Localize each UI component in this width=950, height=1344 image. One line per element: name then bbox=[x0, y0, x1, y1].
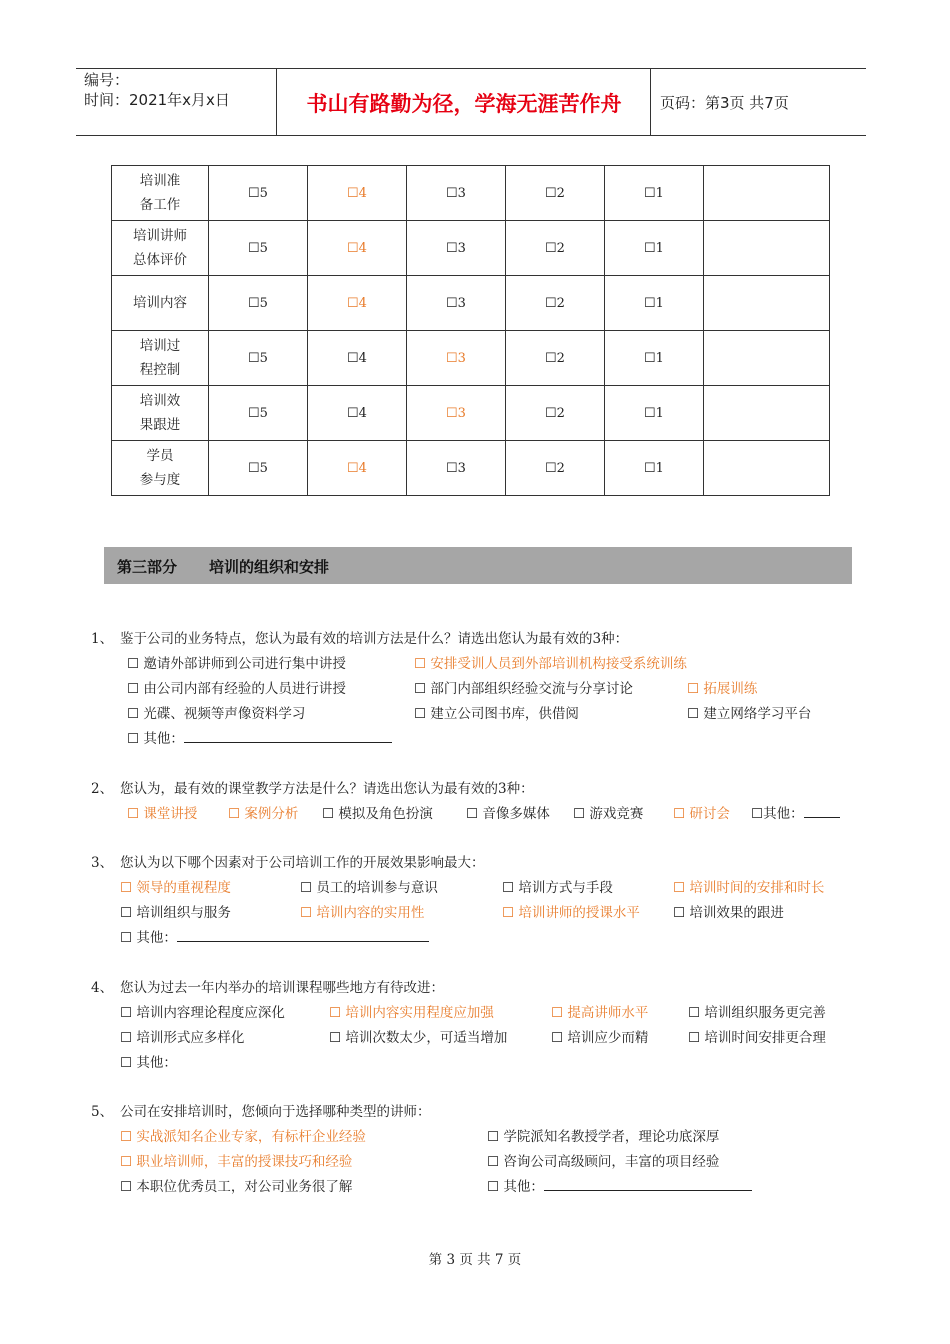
q4-option[interactable]: ☐ 培训组织服务更完善 bbox=[688, 1005, 826, 1021]
header-divider bbox=[276, 68, 277, 136]
rating-option[interactable]: ☐5 bbox=[209, 386, 308, 441]
q1-option-other[interactable] bbox=[127, 727, 392, 747]
q2-option-selected[interactable]: ☐ 课堂讲授 bbox=[127, 806, 198, 822]
q5-other-label: ☐ 其他： bbox=[487, 1179, 544, 1195]
header-bottom-rule bbox=[76, 135, 866, 136]
q4-option-selected[interactable]: ☐ 培训内容实用程度应加强 bbox=[329, 1005, 494, 1021]
section-title: 培训的组织和安排 bbox=[209, 558, 330, 576]
q4-option[interactable]: ☐ 培训应少而精 bbox=[551, 1030, 649, 1046]
page-footer: 第 3 页 共 7 页 bbox=[428, 1252, 522, 1268]
q3-option-selected[interactable]: ☐ 培训时间的安排和时长 bbox=[673, 880, 825, 896]
rating-row bbox=[112, 221, 830, 276]
rating-option[interactable]: ☐2 bbox=[506, 331, 605, 386]
rating-comment-cell[interactable] bbox=[704, 276, 830, 331]
q1-other-blank[interactable] bbox=[184, 730, 392, 743]
q3-number: 3、 bbox=[91, 855, 114, 871]
header-top-rule bbox=[76, 68, 866, 69]
rating-comment-cell[interactable] bbox=[704, 221, 830, 276]
q2-other-label: ☐其他： bbox=[751, 806, 804, 822]
q3-text: 您认为以下哪个因素对于公司培训工作的开展效果影响最大： bbox=[120, 855, 485, 871]
rating-option-selected[interactable]: ☐3 bbox=[407, 331, 506, 386]
motto: 书山有路勤为径，学海无涯苦作舟 bbox=[306, 91, 622, 116]
rating-row-label bbox=[112, 166, 209, 221]
rating-option[interactable]: ☐5 bbox=[209, 441, 308, 496]
rating-row-label bbox=[112, 386, 209, 441]
q2-other-blank[interactable] bbox=[804, 805, 840, 818]
time-label: 时间：2021年x月x日 bbox=[84, 91, 230, 109]
rating-row-label bbox=[112, 441, 209, 496]
rating-label-line: 培训准 bbox=[139, 173, 181, 189]
q4-option[interactable]: ☐ 培训内容理论程度应深化 bbox=[120, 1005, 285, 1021]
q2-option[interactable]: ☐ 游戏竞赛 bbox=[573, 806, 644, 822]
q1-option[interactable]: ☐ 部门内部组织经验交流与分享讨论 bbox=[414, 681, 633, 697]
rating-option-selected[interactable]: ☐4 bbox=[308, 221, 407, 276]
rating-option-selected[interactable]: ☐4 bbox=[308, 276, 407, 331]
rating-option[interactable]: ☐1 bbox=[605, 331, 704, 386]
rating-option[interactable]: ☐2 bbox=[506, 166, 605, 221]
q3-option[interactable]: ☐ 培训效果的跟进 bbox=[673, 905, 784, 921]
q3-other-label: ☐ 其他： bbox=[120, 930, 177, 946]
header-divider bbox=[650, 68, 651, 136]
rating-option[interactable]: ☐3 bbox=[407, 221, 506, 276]
rating-option[interactable]: ☐5 bbox=[209, 276, 308, 331]
q5-option-selected[interactable]: ☐ 职业培训师，丰富的授课技巧和经验 bbox=[120, 1154, 353, 1170]
rating-option[interactable]: ☐1 bbox=[605, 276, 704, 331]
q1-number: 1、 bbox=[91, 631, 114, 647]
rating-option[interactable]: ☐2 bbox=[506, 276, 605, 331]
q4-option-selected[interactable]: ☐ 提高讲师水平 bbox=[551, 1005, 649, 1021]
rating-comment-cell[interactable] bbox=[704, 386, 830, 441]
page-info: 页码：第3页 共7页 bbox=[660, 94, 789, 112]
code-label: 编号： bbox=[84, 71, 130, 89]
rating-option[interactable]: ☐2 bbox=[506, 441, 605, 496]
rating-option[interactable]: ☐4 bbox=[308, 331, 407, 386]
rating-label-line: 培训效 bbox=[139, 393, 181, 409]
rating-label-line: 备工作 bbox=[139, 197, 181, 213]
rating-option[interactable]: ☐1 bbox=[605, 166, 704, 221]
q4-option[interactable]: ☐ 培训次数太少，可适当增加 bbox=[329, 1030, 508, 1046]
q5-option-selected[interactable]: ☐ 实战派知名企业专家，有标杆企业经验 bbox=[120, 1129, 366, 1145]
q2-option-selected[interactable]: ☐ 研讨会 bbox=[673, 806, 730, 822]
q1-option[interactable]: ☐ 由公司内部有经验的人员进行讲授 bbox=[127, 681, 346, 697]
rating-label-line: 果跟进 bbox=[139, 417, 181, 433]
q1-option[interactable]: ☐ 光碟、视频等声像资料学习 bbox=[127, 706, 306, 722]
rating-option-selected[interactable]: ☐4 bbox=[308, 166, 407, 221]
rating-row bbox=[112, 276, 830, 331]
q3-option[interactable]: ☐ 培训组织与服务 bbox=[120, 905, 231, 921]
q1-text: 鉴于公司的业务特点，您认为最有效的培训方法是什么？请选出您认为最有效的3种： bbox=[120, 631, 629, 647]
q4-option[interactable]: ☐ 培训时间安排更合理 bbox=[688, 1030, 826, 1046]
rating-comment-cell[interactable] bbox=[704, 166, 830, 221]
rating-option[interactable]: ☐5 bbox=[209, 166, 308, 221]
rating-option[interactable]: ☐1 bbox=[605, 441, 704, 496]
rating-label-line: 培训内容 bbox=[133, 295, 187, 311]
rating-row bbox=[112, 166, 830, 221]
q5-option[interactable]: ☐ 学院派知名教授学者，理论功底深厚 bbox=[487, 1129, 720, 1145]
q2-option-selected[interactable]: ☐ 案例分析 bbox=[228, 806, 299, 822]
rating-option[interactable]: ☐5 bbox=[209, 331, 308, 386]
q5-option[interactable]: ☐ 本职位优秀员工，对公司业务很了解 bbox=[120, 1179, 353, 1195]
rating-option[interactable]: ☐3 bbox=[407, 276, 506, 331]
rating-row bbox=[112, 331, 830, 386]
q3-option[interactable]: ☐ 员工的培训参与意识 bbox=[300, 880, 438, 896]
q4-option[interactable]: ☐ 培训形式应多样化 bbox=[120, 1030, 245, 1046]
q3-option[interactable]: ☐ 培训方式与手段 bbox=[502, 880, 613, 896]
rating-row-label bbox=[112, 331, 209, 386]
rating-label-line: 培训过 bbox=[139, 338, 181, 354]
q3-other-blank[interactable] bbox=[177, 929, 429, 942]
rating-option[interactable]: ☐4 bbox=[308, 386, 407, 441]
rating-option[interactable]: ☐2 bbox=[506, 386, 605, 441]
rating-table bbox=[111, 165, 830, 496]
q3-option-selected[interactable]: ☐ 培训讲师的授课水平 bbox=[502, 905, 640, 921]
rating-option-selected[interactable]: ☐3 bbox=[407, 386, 506, 441]
rating-label-line: 程控制 bbox=[139, 362, 181, 378]
rating-option-selected[interactable]: ☐4 bbox=[308, 441, 407, 496]
q3-option-other[interactable] bbox=[120, 926, 429, 946]
q1-option[interactable]: ☐ 邀请外部讲师到公司进行集中讲授 bbox=[127, 656, 346, 672]
rating-comment-cell[interactable] bbox=[704, 441, 830, 496]
rating-label-line: 学员 bbox=[146, 448, 174, 464]
q5-number: 5、 bbox=[91, 1104, 114, 1120]
q1-option[interactable]: ☐ 建立网络学习平台 bbox=[687, 706, 812, 722]
section-header bbox=[104, 547, 852, 584]
q5-other-blank[interactable] bbox=[544, 1178, 752, 1191]
q1-option-selected[interactable]: ☐ 安排受训人员到外部培训机构接受系统训练 bbox=[414, 656, 687, 672]
q5-option[interactable]: ☐ 咨询公司高级顾问，丰富的项目经验 bbox=[487, 1154, 720, 1170]
header-left bbox=[84, 70, 230, 110]
rating-option[interactable]: ☐3 bbox=[407, 441, 506, 496]
rating-row-label bbox=[112, 221, 209, 276]
rating-label-line: 总体评价 bbox=[133, 252, 187, 268]
rating-row bbox=[112, 386, 830, 441]
q5-option-other[interactable] bbox=[487, 1175, 752, 1195]
q2-option[interactable]: ☐ 模拟及角色扮演 bbox=[322, 806, 433, 822]
rating-row-label bbox=[112, 276, 209, 331]
rating-row bbox=[112, 441, 830, 496]
rating-option[interactable]: ☐1 bbox=[605, 221, 704, 276]
q1-option-selected[interactable]: ☐ 拓展训练 bbox=[687, 681, 758, 697]
section-part: 第三部分 bbox=[117, 558, 178, 576]
q2-option[interactable]: ☐ 音像多媒体 bbox=[466, 806, 550, 822]
q4-number: 4、 bbox=[91, 980, 114, 996]
rating-comment-cell[interactable] bbox=[704, 331, 830, 386]
rating-option[interactable]: ☐5 bbox=[209, 221, 308, 276]
q1-option[interactable]: ☐ 建立公司图书库，供借阅 bbox=[414, 706, 579, 722]
q5-text: 公司在安排培训时，您倾向于选择哪种类型的讲师： bbox=[120, 1104, 431, 1120]
q3-option-selected[interactable]: ☐ 领导的重视程度 bbox=[120, 880, 231, 896]
q4-text: 您认为过去一年内举办的培训课程哪些地方有待改进： bbox=[120, 980, 444, 996]
rating-option[interactable]: ☐1 bbox=[605, 386, 704, 441]
rating-option[interactable]: ☐2 bbox=[506, 221, 605, 276]
q3-option-selected[interactable]: ☐ 培训内容的实用性 bbox=[300, 905, 425, 921]
rating-option[interactable]: ☐3 bbox=[407, 166, 506, 221]
rating-label-line: 参与度 bbox=[139, 472, 181, 488]
q1-other-label: ☐ 其他： bbox=[127, 731, 184, 747]
q4-option-other[interactable]: ☐ 其他： bbox=[120, 1055, 177, 1071]
q2-option-other[interactable] bbox=[751, 802, 840, 822]
q2-number: 2、 bbox=[91, 781, 114, 797]
q2-text: 您认为，最有效的课堂教学方法是什么？请选出您认为最有效的3种： bbox=[120, 781, 534, 797]
rating-label-line: 培训讲师 bbox=[133, 228, 187, 244]
